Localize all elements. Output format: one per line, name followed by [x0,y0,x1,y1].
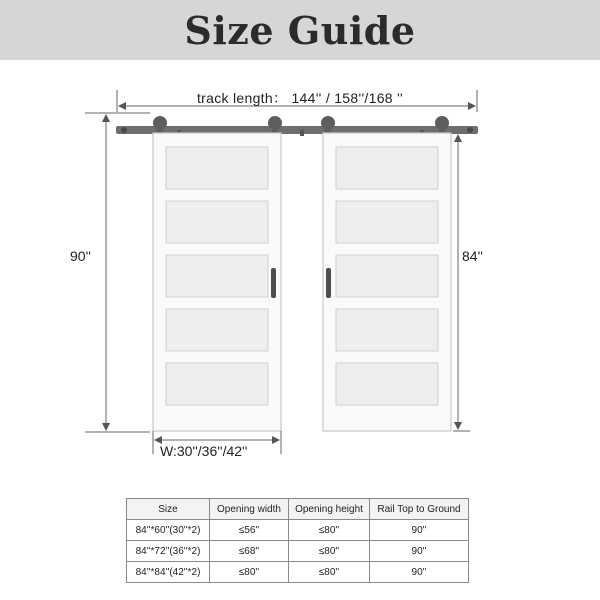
cell-size: 84''*84''(42''*2) [127,562,210,583]
cell-opening-width: ≤68'' [210,541,289,562]
door-height-label: 84'' [462,248,483,264]
cell-opening-width: ≤56'' [210,520,289,541]
header-opening-width: Opening width [210,499,289,520]
right-door [323,133,451,431]
cell-opening-height: ≤80'' [289,562,370,583]
cell-opening-height: ≤80'' [289,520,370,541]
height-90-dimension [85,113,150,432]
cell-rail-top: 90'' [370,562,469,583]
track-length-label: track length： 144'' / 158''/168 '' [196,90,404,106]
left-door [153,133,281,431]
header-size: Size [127,499,210,520]
width-label: W:30''/36''/42'' [160,443,248,459]
height-label: 90'' [70,248,91,264]
header-rail-top-to-ground: Rail Top to Ground [370,499,469,520]
page-title: Size Guide [184,7,416,53]
size-table [126,498,469,583]
door-diagram [0,60,600,470]
header-opening-height: Opening height [289,499,370,520]
header-banner [0,0,600,60]
table-header-row [127,499,469,520]
cell-opening-width: ≤80'' [210,562,289,583]
cell-rail-top: 90'' [370,541,469,562]
cell-size: 84''*72''(36''*2) [127,541,210,562]
table-row [127,520,469,541]
cell-size: 84''*60''(30''*2) [127,520,210,541]
cell-opening-height: ≤80'' [289,541,370,562]
cell-rail-top: 90'' [370,520,469,541]
height-84-dimension [453,133,470,431]
door-illustration [0,60,600,470]
table-row [127,562,469,583]
table-row [127,541,469,562]
